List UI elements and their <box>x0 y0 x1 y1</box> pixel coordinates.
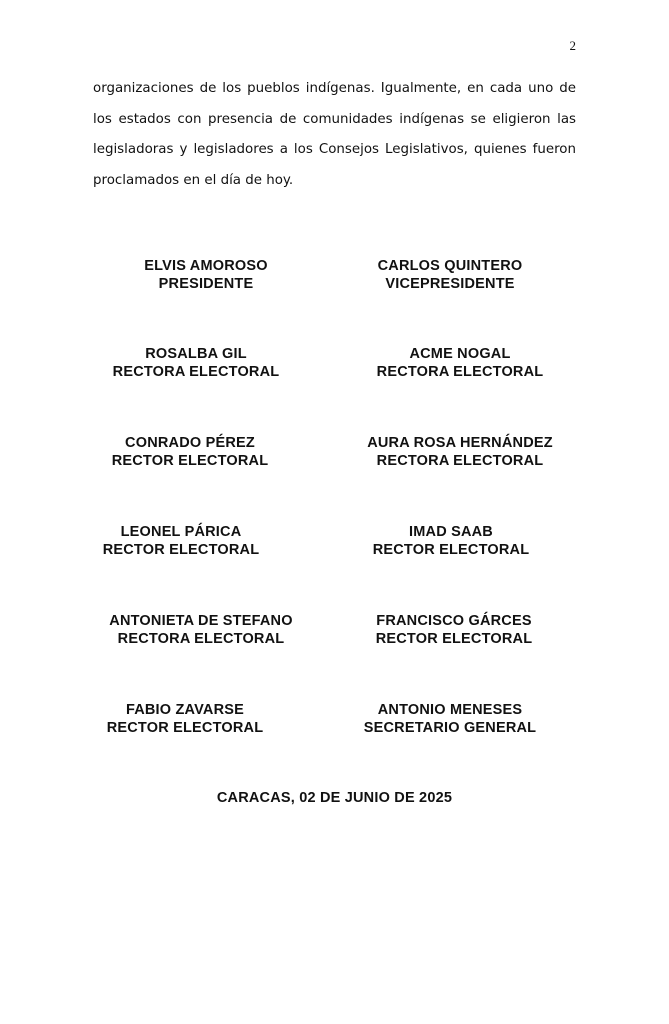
signatory-title: RECTORA ELECTORAL <box>376 364 544 380</box>
signatory-title: SECRETARIO GENERAL <box>363 720 537 736</box>
signatory-name: CARLOS QUINTERO <box>377 258 523 274</box>
signatory-name: FABIO ZAVARSE <box>125 702 245 718</box>
signatory-name: IMAD SAAB <box>409 524 493 540</box>
signature-block <box>320 257 580 293</box>
signatory-name: ELVIS AMOROSO <box>144 258 268 274</box>
signatory-name: ANTONIETA DE STEFANO <box>109 613 293 629</box>
signatory-name: LEONEL PÁRICA <box>120 524 242 540</box>
body-line: proclamados en el día de hoy. <box>93 172 294 188</box>
signatory-name: FRANCISCO GÁRCES <box>376 613 532 629</box>
signatory-name: ACME NOGAL <box>409 346 511 362</box>
signatory-title: RECTOR ELECTORAL <box>102 542 260 558</box>
signature-block <box>330 345 590 381</box>
signatory-name: AURA ROSA HERNÁNDEZ <box>367 435 553 451</box>
body-line: los estados con presencia de comunidades indígenas se eligieron las <box>93 111 576 127</box>
signature-block <box>51 523 311 559</box>
signatory-title: PRESIDENTE <box>158 276 254 292</box>
signatory-name: ANTONIO MENESES <box>377 702 523 718</box>
signatory-name: ROSALBA GIL <box>145 346 247 362</box>
signature-block <box>76 257 336 293</box>
signature-block <box>55 701 315 737</box>
signatory-title: RECTOR ELECTORAL <box>375 631 533 647</box>
signatory-title: RECTOR ELECTORAL <box>106 720 264 736</box>
body-line: organizaciones de los pueblos indígenas. Igualmente, en cada uno de <box>93 81 576 96</box>
body-line: legisladoras y legisladores a los Consejos Legislativos, quienes fueron <box>93 142 576 157</box>
signature-block <box>324 612 584 648</box>
signatory-title: RECTORA ELECTORAL <box>117 631 285 647</box>
signature-block <box>60 434 320 470</box>
signatory-title: RECTOR ELECTORAL <box>111 453 269 469</box>
body-paragraph <box>93 74 576 196</box>
signature-block <box>71 612 331 648</box>
signature-block <box>320 701 580 737</box>
signature-block <box>66 345 326 381</box>
page-number: 2 <box>569 38 576 53</box>
place-date: CARACAS, 02 DE JUNIO DE 2025 <box>216 790 453 806</box>
signatory-title: RECTORA ELECTORAL <box>112 364 280 380</box>
signature-block <box>321 523 581 559</box>
signatory-title: RECTOR ELECTORAL <box>372 542 530 558</box>
signatory-title: VICEPRESIDENTE <box>385 276 515 292</box>
signatory-name: CONRADO PÉREZ <box>125 435 255 451</box>
signature-block <box>330 434 590 470</box>
signatory-title: RECTORA ELECTORAL <box>376 453 544 469</box>
